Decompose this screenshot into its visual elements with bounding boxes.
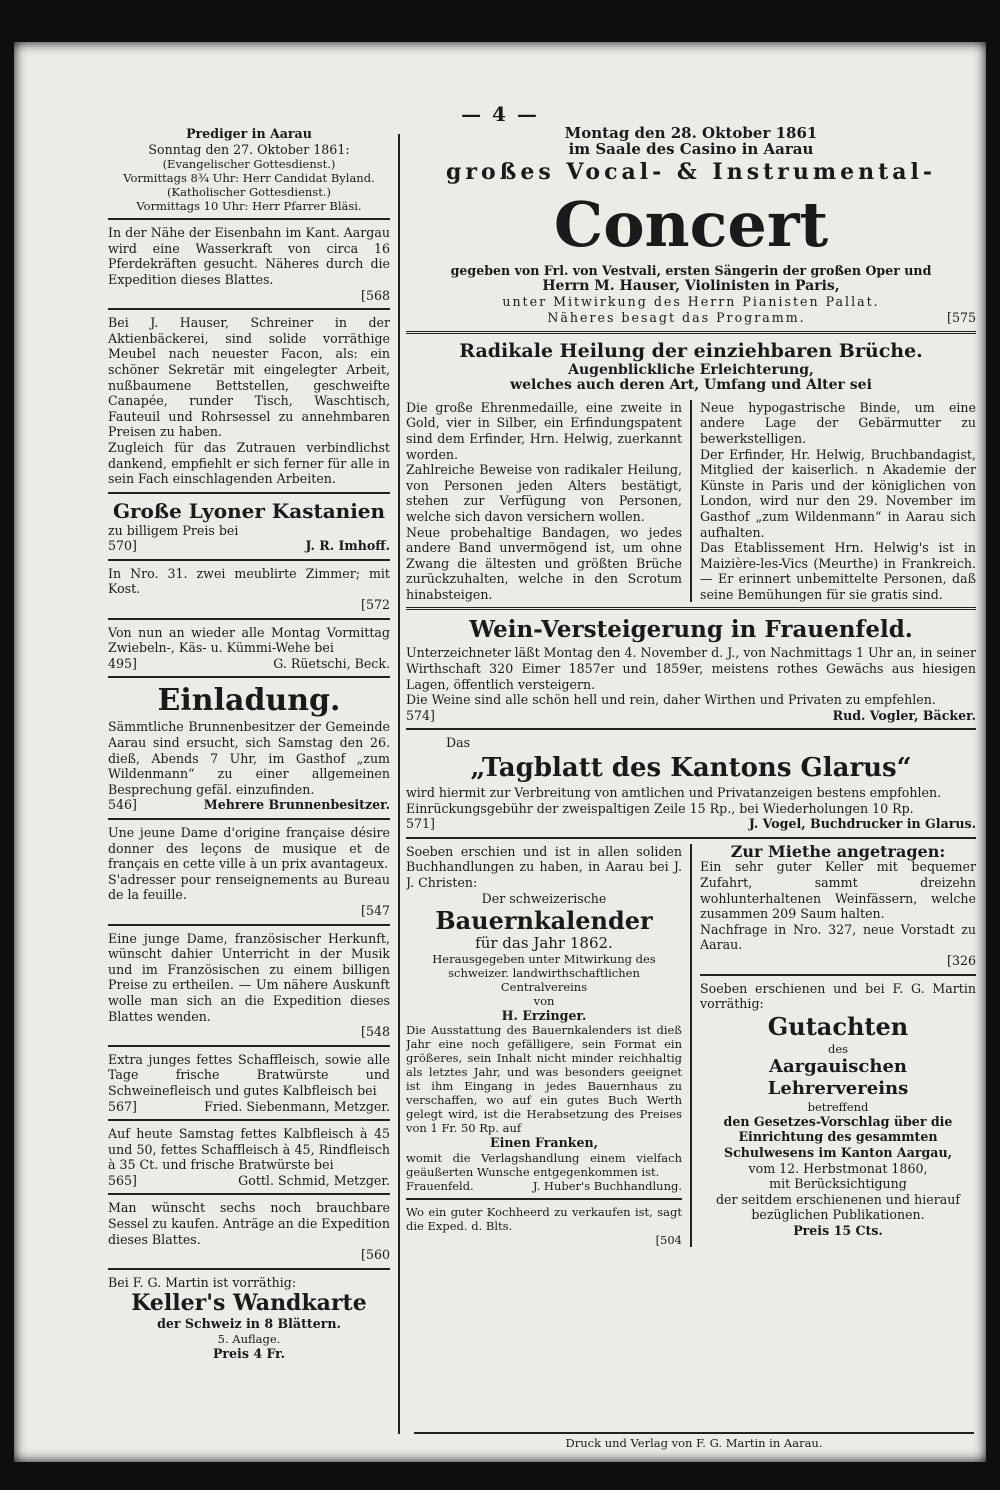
ad-intro: Bei F. G. Martin ist vorräthig:	[108, 1274, 297, 1290]
ad-price: Preis 4 Fr.	[212, 1346, 286, 1362]
bottom-columns	[406, 841, 976, 1247]
ad-intro: Soeben erschien und ist in allen soliden Buchhandlungen zu haben, in Aarau bei J. J. Christen:	[406, 843, 682, 890]
ad-text: S'adresser pour renseignements au Bureau de la feuille.	[108, 871, 390, 903]
ad-edition: 5. Auflage.	[217, 1332, 281, 1347]
divider	[108, 676, 390, 678]
ad-betreffend: betreffend	[807, 1099, 869, 1114]
ad-text: Neue probehaltige Bandagen, wo jedes andere Band unvermögend ist, um ohne Zwang die ältesten und größten Brüche zurückzuhalten, welche in den Scrotum hinabsteigen.	[406, 524, 682, 602]
ad-year: für das Jahr 1862.	[475, 934, 613, 953]
concert-venue: im Saale des Casino in Aarau	[568, 139, 814, 158]
ad-text: Bei J. Hauser, Schreiner in der Aktienbäckerei, sind solide vorräthige Meubel nach neuester Facon, als: ein schöner Sekretär mit eingelegter Arbeit, nußbaumene Bettstellen, geschweifte Canapée, runder Tisch, Waschtisch, Fauteuil und Rohrsessel zu annehmbaren Preisen zu haben.	[108, 315, 390, 440]
ad-text: womit die Verlagshandlung einem vielfach geäußerten Wunsche entgegenkommen ist.	[406, 1150, 682, 1179]
ad-editors: Herausgegeben unter Mitwirkung des schweizer. landwirthschaftlichen Centralvereins	[432, 951, 656, 994]
hernia-columns	[406, 400, 976, 603]
ad-sessel	[108, 1200, 390, 1262]
concert-line: Herrn M. Hauser, Violinisten in Paris,	[542, 277, 840, 294]
ad-text: Von nun an wieder alle Montag Vormittag Zwiebeln-, Käs- u. Kümmi-Wehe bei	[108, 624, 390, 656]
ad-hauser	[108, 315, 390, 487]
ad-text: Man wünscht sechs noch brauchbare Sessel zu kaufen. Anträge an die Expedition dieses Blattes.	[108, 1200, 390, 1247]
left-column	[108, 126, 390, 1362]
ad-title: Radikale Heilung der einziehbaren Brüche.	[459, 339, 923, 362]
sermon-date: Sonntag den 27. Oktober 1861:	[148, 141, 350, 157]
ad-title: Zur Miethe angetragen:	[730, 841, 946, 861]
ad-title: Gutachten	[767, 1011, 909, 1041]
ad-signature: J. Vogel, Buchdrucker in Glarus.	[748, 816, 976, 832]
ad-text: Die große Ehrenmedaille, eine zweite in Gold, vier in Silber, ein Erfindungspatent sind dem Erfinder, Hrn. Helwig, zuerkannt worden.	[406, 399, 682, 462]
ad-intro: Das	[446, 735, 471, 751]
ad-intro: Soeben erschienen und bei F. G. Martin vorräthig:	[700, 980, 976, 1012]
ad-subtitle: welches auch deren Art, Umfang und Alter sei	[510, 377, 872, 394]
sermon-morning: Vormittags 8¾ Uhr: Herr Candidat Byland.	[123, 171, 375, 186]
ad-kastanien	[108, 499, 390, 554]
divider	[108, 924, 390, 926]
ad-org: Aargauischen Lehrervereins	[767, 1055, 909, 1099]
ad-text: zu billigem Preis bei	[108, 522, 239, 538]
ad-number: [547	[361, 902, 390, 918]
newspaper-page	[14, 42, 986, 1462]
ad-siebenmann	[108, 1052, 390, 1114]
ad-number: [560	[361, 1247, 390, 1263]
tagblatt-ad	[406, 735, 976, 831]
concert-line: unter Mitwirkung des Herrn Pianisten Pallat.	[502, 294, 880, 310]
ad-number: 574]	[406, 707, 435, 723]
ad-author: H. Erzinger.	[501, 1007, 587, 1023]
concert-line: gegeben von Frl. von Vestvali, ersten Sängerin der großen Oper und	[450, 263, 932, 279]
column-divider	[398, 134, 400, 1434]
ad-signature: Gottl. Schmid, Metzger.	[238, 1172, 390, 1188]
ad-number: [575	[947, 309, 976, 325]
sermon-evangelical: (Evangelischer Gottesdienst.)	[162, 157, 336, 172]
ad-text: den Gesetzes-Vorschlag über die Einrichtung des gesammten Schulwesens im Kanton Aargau,	[723, 1113, 953, 1160]
ad-dame	[108, 825, 390, 919]
ad-number: [568	[361, 287, 390, 303]
sermon-catholic: (Katholischer Gottesdienst.)	[167, 185, 331, 200]
ad-number: 570]	[108, 538, 137, 554]
ad-text: Eine junge Dame, französischer Herkunft, wünscht dahier Unterricht in der Musik und im Französischen zu einem billigen Preise zu ertheilen. — Um nähere Auskunft wolle man sich an die Expedition dieses Blattes wenden.	[108, 930, 390, 1024]
divider	[700, 974, 976, 976]
ad-text: der seitdem erschienenen und hierauf bezüglichen Publikationen.	[715, 1191, 960, 1223]
sermon-notice	[108, 126, 390, 213]
ad-text: Une jeune Dame d'origine française désire donner des leçons de musique et de français en cette ville à un prix avantageux.	[108, 825, 390, 872]
ad-title: Wein-Versteigerung in Frauenfeld.	[469, 616, 913, 644]
ad-by: von	[533, 993, 555, 1008]
ad-subtitle: Augenblickliche Erleichterung,	[568, 361, 814, 378]
wine-ad	[406, 615, 976, 723]
ad-text: Die Ausstattung des Bauernkalenders ist dieß Jahr eine noch gefälligere, sein Format ein größeres, sein Inhalt nicht minder reichhaltig als letztes Jahr, und was besonders geeignet ist ihm Eingang in jedes Bauernhaus zu verschaffen, wo auf ein gutes Buch Werth gelegt wird, ist die Herabsetzung des Preises von 1 Fr. 50 Rp. auf	[406, 1023, 682, 1136]
ad-number: 565]	[108, 1172, 137, 1188]
divider	[406, 331, 976, 334]
ad-signature: Mehrere Brunnenbesitzer.	[203, 797, 390, 813]
ad-des: des	[827, 1041, 849, 1056]
hernia-ad	[406, 339, 976, 603]
concert-line: Näheres besagt das Programm.	[547, 309, 806, 325]
ad-title: Bauernkalender	[435, 906, 653, 936]
ad-number: [326	[947, 952, 976, 968]
ad-place: Frauenfeld.	[406, 1178, 474, 1193]
divider	[108, 492, 390, 494]
ad-number: [572	[361, 597, 390, 613]
ad-the: Der schweizerische	[481, 890, 607, 906]
ad-signature: G. Rüetschi, Beck.	[273, 655, 390, 671]
ad-text: wird hiermit zur Verbreitung von amtlichen und Privatanzeigen bestens empfohlen.	[406, 785, 942, 801]
ad-signature: J. R. Imhoff.	[305, 538, 390, 554]
divider	[108, 818, 390, 820]
ad-number: [504	[655, 1232, 682, 1247]
ad-wasserkraft	[108, 225, 390, 303]
miethe-ad	[700, 841, 976, 969]
ad-number: 567]	[108, 1098, 137, 1114]
ad-text: Das Etablissement Hrn. Helwig's ist in Maizière-les-Vics (Meurthe) in Frankreich. — Er erinnert unbemittelte Personen, daß seine Bemühungen für sie gratis sind.	[700, 540, 976, 602]
ad-text: Sämmtliche Brunnenbesitzer der Gemeinde Aarau sind ersucht, sich Samstag den 26. dieß, Abends 7 Uhr, im Gasthof „zum Wildenmann“ zu einer allgemeinen Besprechung gefäl. einzufinden.	[108, 719, 390, 797]
ad-number: 495]	[108, 655, 137, 671]
concert-kind: großes Vocal- & Instrumental-	[445, 159, 937, 186]
divider	[108, 559, 390, 561]
ad-title: Keller's Wandkarte	[131, 1290, 367, 1317]
right-column	[406, 126, 976, 1247]
ad-text: In Nro. 31. zwei meublirte Zimmer; mit Kost.	[108, 565, 390, 597]
divider	[406, 1198, 682, 1200]
ad-price: Einen Franken,	[489, 1135, 599, 1151]
ad-text: Unterzeichneter läßt Montag den 4. November d. J., von Nachmittags 1 Uhr an, in seiner Wirthschaft 320 Eimer 1857er und 1859er, meistens rothes Gewächs aus hiesigen Lagen, öffentlich versteigern.	[406, 645, 976, 692]
ad-signature: Rud. Vogler, Bäcker.	[832, 707, 976, 723]
ad-text: In der Nähe der Eisenbahn im Kant. Aargau wird eine Wasserkraft von circa 16 Pferdekräften gesucht. Näheres durch die Expedition dieses Blattes.	[108, 225, 390, 287]
ad-number: [548	[361, 1024, 390, 1040]
ad-number: 571]	[406, 816, 435, 832]
ad-text: Wo ein guter Kochheerd zu verkaufen ist, sagt die Exped. d. Blts.	[406, 1204, 682, 1233]
ad-price: Preis 15 Cts.	[793, 1222, 883, 1238]
ad-with: mit Berücksichtigung	[769, 1176, 907, 1192]
ad-zimmer	[108, 566, 390, 613]
divider	[108, 1268, 390, 1270]
concert-ad	[406, 126, 976, 326]
ad-title: „Tagblatt des Kantons Glarus“	[470, 753, 912, 784]
ad-ruetschi	[108, 625, 390, 672]
divider	[108, 1193, 390, 1195]
bauernkalender-ad	[406, 844, 682, 1247]
ad-publisher: J. Huber's Buchhandlung.	[532, 1178, 682, 1193]
ad-text: Neue hypogastrische Binde, um eine andere Lage der Gebärmutter zu bewerkstelligen.	[700, 399, 976, 446]
sermon-catholic-time: Vormittags 10 Uhr: Herr Pfarrer Bläsi.	[136, 199, 362, 214]
divider	[406, 607, 976, 610]
concert-title: Concert	[553, 188, 829, 262]
ad-subtitle: der Schweiz in 8 Blättern.	[157, 1316, 341, 1332]
divider	[406, 837, 976, 839]
divider	[108, 218, 390, 220]
ad-text: Der Erfinder, Hr. Helwig, Bruchbandagist, Mitglied der kaiserlich. n Akademie der Künste in Paris und der königlichen von London, wird nur den 29. November im Gasthof „zum Wildenmann“ in Aarau sich aufhalten.	[700, 446, 976, 540]
ad-text: Extra junges fettes Schaffleisch, sowie alle Tage frische Bratwürste und Schweinefleisch und gutes Kalbfleisch bei	[108, 1051, 390, 1098]
ad-text: Auf heute Samstag fettes Kalbfleisch à 45 und 50, fettes Schaffleisch à 45, Rindfleisch à 35 Ct. und frische Bratwürste bei	[108, 1126, 390, 1173]
ad-text: Die Weine sind alle schön hell und rein, daher Wirthen und Privaten zu empfehlen.	[406, 692, 936, 708]
ad-text: Nachfrage in Nro. 327, neue Vorstadt zu Aarau.	[700, 921, 976, 953]
divider	[108, 308, 390, 310]
divider	[406, 728, 976, 730]
ad-date: vom 12. Herbstmonat 1860,	[748, 1160, 928, 1176]
ad-wandkarte	[108, 1275, 390, 1362]
ad-title: Einladung.	[157, 683, 341, 719]
divider	[108, 1045, 390, 1047]
sermon-title: Prediger in Aarau	[186, 126, 312, 141]
ad-text: Zahlreiche Beweise von radikaler Heilung, von Personen jeden Alters bestätigt, stehen zur Verfügung von Personen, welche sich davon versichern wollen.	[406, 462, 682, 524]
ad-signature: Fried. Siebenmann, Metzger.	[204, 1098, 390, 1114]
divider	[108, 618, 390, 620]
ad-text: Einrückungsgebühr der zweispaltigen Zeile 15 Rp., bei Wiederholungen 10 Rp.	[406, 800, 914, 816]
ad-title: Große Lyoner Kastanien	[112, 498, 386, 523]
ad-junge-dame	[108, 931, 390, 1040]
divider	[108, 1119, 390, 1121]
ad-einladung	[108, 683, 390, 813]
concert-date: Montag den 28. Oktober 1861	[564, 126, 818, 142]
page-number: — 4 —	[461, 102, 539, 126]
ad-schmid	[108, 1126, 390, 1188]
ad-text: Zugleich für das Zutrauen verbindlichst dankend, empfiehlt er sich ferner für alle in sein Fach einschlagenden Arbeiten.	[108, 439, 390, 487]
imprint-footer: Druck und Verlag von F. G. Martin in Aarau.	[414, 1432, 974, 1450]
ad-number: 546]	[108, 797, 137, 813]
ad-text: Ein sehr guter Keller mit bequemer Zufahrt, sammt dreizehn wohlunterhaltenen Weinfässern, welche zusammen 209 Saum halten.	[700, 859, 976, 922]
gutachten-ad	[700, 981, 976, 1239]
